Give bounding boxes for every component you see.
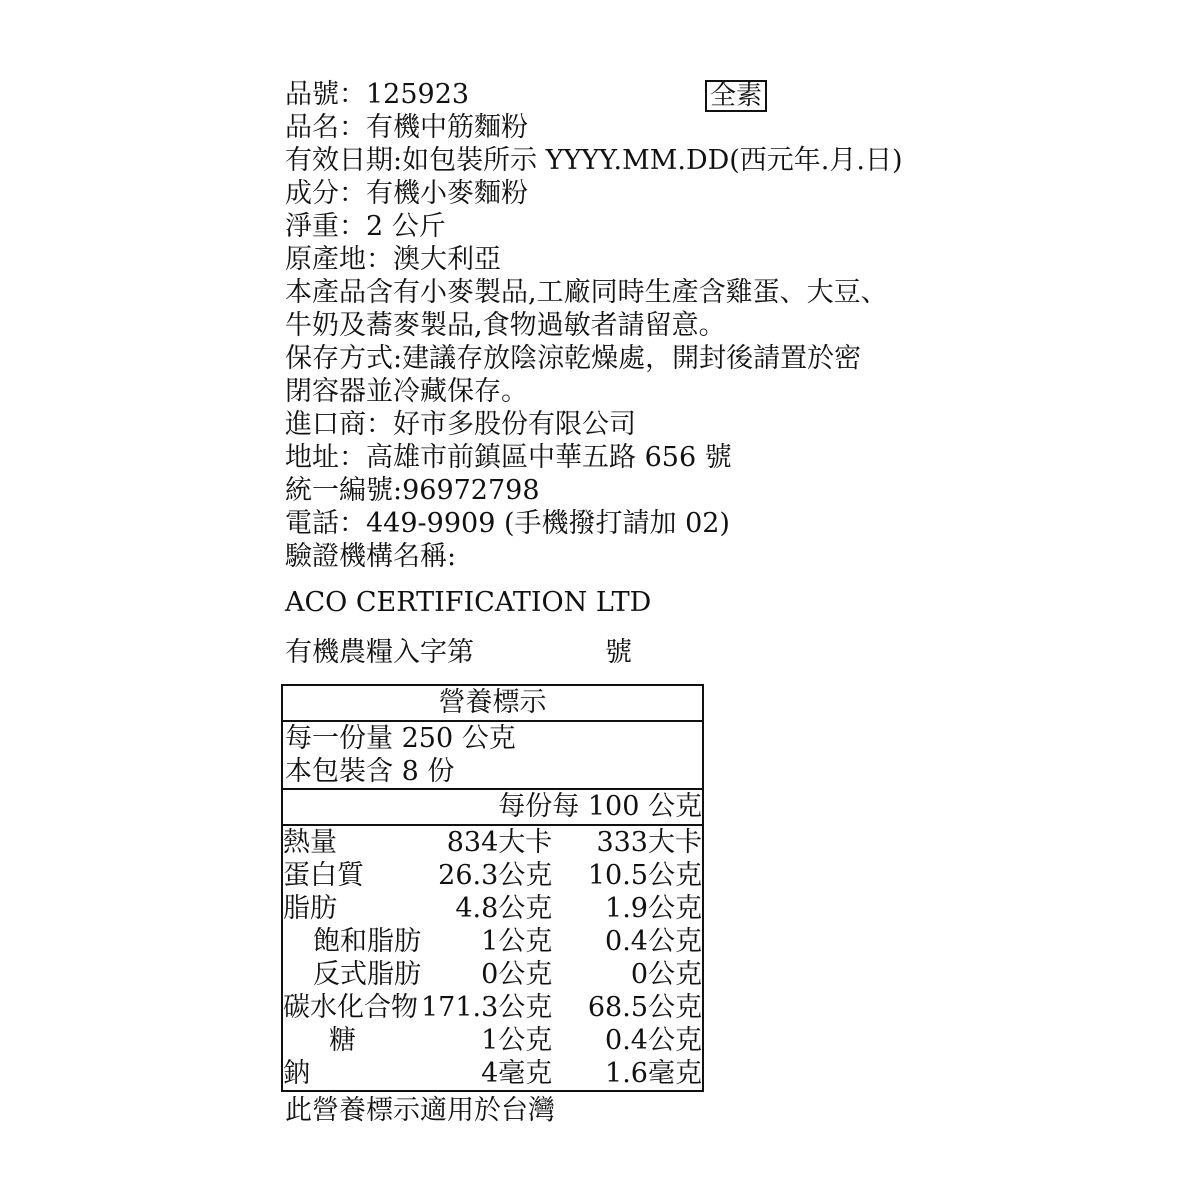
nutrition-row [282,991,703,1024]
nutrition-title: 營養標示 [282,685,703,721]
storage-1: 保存方式:建議存放陰涼乾燥處，開封後請置於密 [285,343,862,374]
per-100g-value: 1.6毫克 [605,1058,702,1089]
nutrition-row [282,1024,703,1057]
column-header [282,789,703,825]
nutrient-name: 熱量 [283,827,337,858]
item-number-line [285,78,945,111]
per-100g-value: 0.4公克 [605,926,702,957]
col-per-100g: 每 100 公克 [552,789,703,825]
product-name: 品名：有機中筋麵粉 [285,112,528,143]
nutrient-name: 蛋白質 [283,860,364,891]
per-100g-value: 333大卡 [596,827,702,858]
nutrition-row [282,892,703,925]
ingredients: 成分：有機小麥麵粉 [285,178,528,209]
per-serving-value: 26.3公克 [438,860,553,891]
per-serving-value: 171.3公克 [421,992,553,1023]
per-serving-value: 4.8公克 [455,893,553,924]
cert-number-line [285,633,945,673]
nutrition-footer: 此營養標示適用於台灣 [285,1095,555,1126]
nutrition-row [282,958,703,991]
per-100g-value: 0公克 [630,959,702,990]
nutrient-name: 鈉 [283,1058,310,1089]
tax-id: 統一編號:96972798 [285,475,540,506]
allergen-notice-1: 本產品含有小麥製品,工廠同時生產含雞蛋、大豆、 [285,277,888,308]
per-100g-value: 68.5公克 [587,992,702,1023]
nutrient-name: 碳水化合物 [283,992,418,1023]
item-number: 品號：125923 [285,79,470,110]
nutrition-row [282,859,703,892]
per-100g-value: 10.5公克 [587,860,702,891]
nutrient-name: 糖 [329,1025,356,1056]
expiry-date: 有效日期:如包裝所示 YYYY.MM.DD(西元年.月.日) [285,145,903,176]
cert-word: 有機農糧入字第 [285,637,474,668]
nutrient-name: 脂肪 [283,893,337,924]
col-per-serving: 每份 [498,791,553,822]
cert-suffix: 號 [605,637,632,668]
nutrition-row [282,825,703,859]
nutrient-name: 反式脂肪 [313,959,421,990]
serving-size: 每一份量 250 公克 [285,723,516,754]
importer: 進口商：好市多股份有限公司 [285,409,636,440]
per-serving-value: 0公克 [481,959,553,990]
address: 地址：高雄市前鎮區中華五路 656 號 [285,442,732,473]
vegan-badge: 全素 [705,80,767,112]
storage-2: 閉容器並冷藏保存。 [285,376,528,407]
nutrition-row [282,925,703,958]
cert-label: 驗證機構名稱: [285,541,457,572]
per-serving-value: 4毫克 [481,1058,553,1089]
origin: 原產地：澳大利亞 [285,244,501,275]
cert-name: ACO CERTIFICATION LTD [285,587,652,618]
phone: 電話：449-9909 (手機撥打請加 02) [285,508,730,539]
per-100g-value: 1.9公克 [605,893,702,924]
per-serving-value: 1公克 [481,926,553,957]
nutrient-name: 飽和脂肪 [313,926,421,957]
serving-info [282,721,703,789]
per-serving-value: 1公克 [481,1025,553,1056]
per-serving-value: 834大卡 [446,827,553,858]
servings-per-pack: 本包裝含 8 份 [285,756,455,787]
per-100g-value: 0.4公克 [605,1025,702,1056]
net-weight: 淨重：2 公斤 [285,211,446,242]
nutrition-row [282,1057,703,1091]
allergen-notice-2: 牛奶及蕎麥製品,食物過敏者請留意。 [285,310,726,341]
nutrition-table [281,684,704,1092]
product-info [285,78,945,673]
